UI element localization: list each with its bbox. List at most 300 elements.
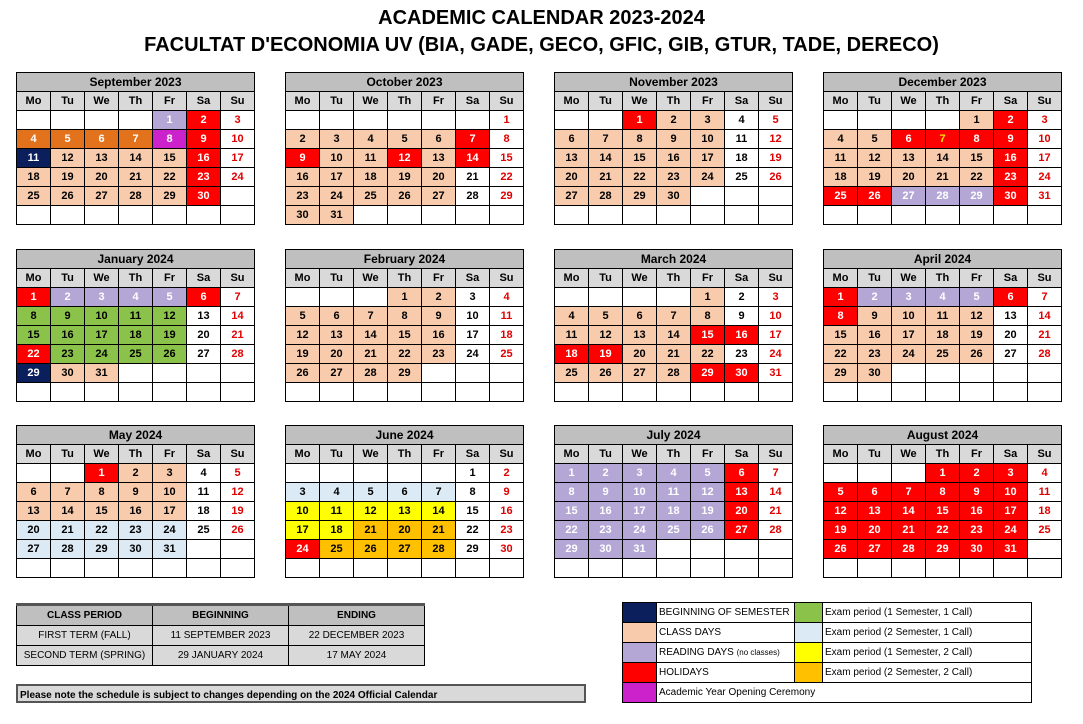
reading-days-note: (no classes): [736, 648, 780, 657]
weekday-header: We: [85, 445, 119, 464]
day-cell: 14: [422, 502, 456, 521]
day-cell: 15: [490, 149, 524, 168]
week-row: [286, 540, 524, 559]
schedule-note: Please note the schedule is subject to changes depending on the 2024 Official Calendar: [16, 684, 586, 703]
day-cell: 24: [1028, 168, 1062, 187]
week-row: [555, 206, 793, 225]
month-title: December 2023: [824, 73, 1062, 92]
day-cell: 3: [221, 111, 255, 130]
day-cell: 27: [17, 540, 51, 559]
day-cell: 25: [354, 187, 388, 206]
day-cell: [320, 288, 354, 307]
weekday-header: We: [623, 445, 657, 464]
day-cell: [824, 206, 858, 225]
legend-swatch-class-days: [623, 623, 657, 643]
weekday-header: Su: [1028, 92, 1062, 111]
week-row: [286, 130, 524, 149]
day-cell: 3: [892, 288, 926, 307]
week-row: [286, 521, 524, 540]
month-calendar: [823, 425, 1062, 578]
day-cell: 2: [994, 111, 1028, 130]
day-cell: 17: [759, 326, 793, 345]
weekday-header: We: [623, 92, 657, 111]
week-row: [286, 307, 524, 326]
day-cell: [858, 111, 892, 130]
day-cell: 1: [926, 464, 960, 483]
week-row: [824, 288, 1062, 307]
day-cell: 2: [960, 464, 994, 483]
day-cell: [354, 288, 388, 307]
legend-label-exam-1s-1c: Exam period (1 Semester, 1 Call): [823, 603, 1032, 623]
month-calendar: [554, 249, 793, 402]
day-cell: 24: [153, 521, 187, 540]
day-cell: 21: [589, 168, 623, 187]
day-cell: 15: [456, 502, 490, 521]
day-cell: 8: [85, 483, 119, 502]
day-cell: 28: [589, 187, 623, 206]
weekday-header: Th: [926, 269, 960, 288]
day-cell: 11: [824, 149, 858, 168]
weekday-header: Th: [926, 92, 960, 111]
day-cell: 21: [759, 502, 793, 521]
day-cell: 3: [994, 464, 1028, 483]
day-cell: [221, 559, 255, 578]
day-cell: [422, 111, 456, 130]
day-cell: 2: [119, 464, 153, 483]
day-cell: [691, 383, 725, 402]
day-cell: 16: [725, 326, 759, 345]
day-cell: 21: [354, 521, 388, 540]
day-cell: 27: [555, 187, 589, 206]
day-cell: [119, 364, 153, 383]
day-cell: [691, 187, 725, 206]
legend-label-beginning: BEGINNING OF SEMESTER: [657, 603, 795, 623]
week-row: [555, 483, 793, 502]
weekday-header: Tu: [320, 445, 354, 464]
week-row: [17, 464, 255, 483]
day-cell: 31: [85, 364, 119, 383]
day-cell: 4: [725, 111, 759, 130]
month-calendar: [16, 425, 255, 578]
week-row: [17, 502, 255, 521]
day-cell: 30: [286, 206, 320, 225]
day-cell: 23: [286, 187, 320, 206]
weekday-header: Th: [657, 269, 691, 288]
day-cell: 29: [456, 540, 490, 559]
day-cell: 11: [490, 307, 524, 326]
week-row: [555, 149, 793, 168]
day-cell: 7: [119, 130, 153, 149]
week-row: [286, 464, 524, 483]
day-cell: 25: [555, 364, 589, 383]
day-cell: 15: [85, 502, 119, 521]
day-cell: 9: [960, 483, 994, 502]
week-row: [824, 187, 1062, 206]
day-cell: 13: [320, 326, 354, 345]
day-cell: 5: [51, 130, 85, 149]
day-cell: 11: [555, 326, 589, 345]
day-cell: 19: [388, 168, 422, 187]
day-cell: [1028, 383, 1062, 402]
month-title: September 2023: [17, 73, 255, 92]
day-cell: 7: [657, 307, 691, 326]
day-cell: [286, 559, 320, 578]
legend-swatch-ceremony: [623, 683, 657, 703]
day-cell: 24: [320, 187, 354, 206]
day-cell: 20: [892, 168, 926, 187]
day-cell: 1: [824, 288, 858, 307]
day-cell: [354, 464, 388, 483]
day-cell: [286, 383, 320, 402]
day-cell: 8: [623, 130, 657, 149]
day-cell: 22: [555, 521, 589, 540]
day-cell: 11: [354, 149, 388, 168]
day-cell: 9: [589, 483, 623, 502]
class-period-table: [16, 603, 425, 666]
day-cell: 14: [119, 149, 153, 168]
weekday-header: Sa: [725, 445, 759, 464]
week-row: [555, 364, 793, 383]
day-cell: [759, 206, 793, 225]
day-cell: 22: [926, 521, 960, 540]
weekday-header: Fr: [422, 269, 456, 288]
weekday-header: Su: [1028, 445, 1062, 464]
day-cell: 22: [824, 345, 858, 364]
day-cell: 1: [456, 464, 490, 483]
weekday-header: Th: [388, 445, 422, 464]
week-row: [555, 307, 793, 326]
day-cell: 4: [555, 307, 589, 326]
day-cell: 27: [85, 187, 119, 206]
day-cell: [17, 383, 51, 402]
day-cell: 9: [858, 307, 892, 326]
weekday-header: Mo: [555, 92, 589, 111]
weekday-header: Sa: [456, 92, 490, 111]
day-cell: 19: [960, 326, 994, 345]
day-cell: 12: [354, 502, 388, 521]
day-cell: 16: [286, 168, 320, 187]
day-cell: 19: [51, 168, 85, 187]
day-cell: 12: [221, 483, 255, 502]
month-calendar: [554, 72, 793, 225]
day-cell: 11: [1028, 483, 1062, 502]
legend-label-class-days: CLASS DAYS: [657, 623, 795, 643]
day-cell: 10: [85, 307, 119, 326]
faculty-subtitle: FACULTAT D'ECONOMIA UV (BIA, GADE, GECO, GFIC, GIB, GTUR, TADE, DERECO): [144, 34, 939, 56]
day-cell: 9: [286, 149, 320, 168]
weekday-header: Mo: [824, 92, 858, 111]
day-cell: 6: [187, 288, 221, 307]
weekday-header: Su: [221, 269, 255, 288]
day-cell: [320, 383, 354, 402]
day-cell: [388, 559, 422, 578]
day-cell: 29: [926, 540, 960, 559]
weekday-header: Fr: [422, 445, 456, 464]
day-cell: 14: [759, 483, 793, 502]
day-cell: [422, 206, 456, 225]
day-cell: 13: [555, 149, 589, 168]
day-cell: 10: [153, 483, 187, 502]
day-cell: 15: [153, 149, 187, 168]
day-cell: 3: [286, 483, 320, 502]
day-cell: [892, 464, 926, 483]
day-cell: 26: [589, 364, 623, 383]
day-cell: 3: [85, 288, 119, 307]
day-cell: 18: [657, 502, 691, 521]
day-cell: [725, 540, 759, 559]
day-cell: [490, 559, 524, 578]
day-cell: 22: [691, 345, 725, 364]
weekday-header: Fr: [691, 269, 725, 288]
day-cell: 16: [994, 149, 1028, 168]
month-calendar: [285, 249, 524, 402]
weekday-header: Tu: [51, 92, 85, 111]
day-cell: 30: [187, 187, 221, 206]
week-row: [286, 345, 524, 364]
weekday-header: Su: [490, 445, 524, 464]
day-cell: 3: [153, 464, 187, 483]
weekday-header: We: [85, 92, 119, 111]
week-row: [17, 364, 255, 383]
first-term-ending: 22 DECEMBER 2023: [289, 626, 425, 646]
day-cell: 27: [858, 540, 892, 559]
day-cell: 14: [892, 502, 926, 521]
week-row: [824, 206, 1062, 225]
day-cell: [51, 464, 85, 483]
day-cell: [858, 559, 892, 578]
day-cell: 24: [994, 521, 1028, 540]
day-cell: 6: [320, 307, 354, 326]
day-cell: 29: [17, 364, 51, 383]
day-cell: 12: [388, 149, 422, 168]
day-cell: [926, 206, 960, 225]
day-cell: 21: [354, 345, 388, 364]
table-row: [17, 626, 425, 646]
day-cell: 23: [858, 345, 892, 364]
day-cell: [623, 383, 657, 402]
second-term-label: SECOND TERM (SPRING): [17, 646, 153, 666]
week-row: [286, 187, 524, 206]
day-cell: [85, 206, 119, 225]
day-cell: 19: [221, 502, 255, 521]
day-cell: 6: [17, 483, 51, 502]
week-row: [286, 206, 524, 225]
weekday-header: Tu: [51, 269, 85, 288]
month-calendar: [285, 72, 524, 225]
day-cell: [388, 111, 422, 130]
day-cell: 30: [490, 540, 524, 559]
day-cell: 11: [119, 307, 153, 326]
day-cell: 25: [657, 521, 691, 540]
day-cell: [119, 206, 153, 225]
day-cell: 22: [17, 345, 51, 364]
day-cell: 5: [221, 464, 255, 483]
day-cell: 26: [354, 540, 388, 559]
day-cell: 18: [926, 326, 960, 345]
day-cell: 15: [388, 326, 422, 345]
day-cell: [858, 206, 892, 225]
week-row: [17, 521, 255, 540]
day-cell: 31: [994, 540, 1028, 559]
day-cell: 17: [994, 502, 1028, 521]
day-cell: 28: [422, 540, 456, 559]
day-cell: 22: [388, 345, 422, 364]
day-cell: 14: [589, 149, 623, 168]
day-cell: 1: [623, 111, 657, 130]
week-row: [286, 326, 524, 345]
day-cell: [589, 383, 623, 402]
legend-label-reading-days: [657, 643, 795, 663]
day-cell: [589, 206, 623, 225]
week-row: [555, 288, 793, 307]
weekday-header: Tu: [858, 269, 892, 288]
day-cell: 4: [119, 288, 153, 307]
day-cell: [51, 559, 85, 578]
day-cell: [892, 111, 926, 130]
week-row: [286, 383, 524, 402]
day-cell: 23: [994, 168, 1028, 187]
day-cell: [354, 383, 388, 402]
day-cell: 17: [85, 326, 119, 345]
day-cell: 29: [824, 364, 858, 383]
day-cell: 26: [221, 521, 255, 540]
day-cell: 25: [119, 345, 153, 364]
day-cell: 2: [422, 288, 456, 307]
day-cell: 28: [657, 364, 691, 383]
day-cell: 20: [388, 521, 422, 540]
weekday-header: Fr: [153, 269, 187, 288]
month-calendar: [823, 249, 1062, 402]
day-cell: 23: [422, 345, 456, 364]
weekday-header: We: [354, 92, 388, 111]
day-cell: [153, 383, 187, 402]
weekday-header: We: [354, 269, 388, 288]
day-cell: 9: [657, 130, 691, 149]
day-cell: 17: [456, 326, 490, 345]
month-title: March 2024: [555, 250, 793, 269]
day-cell: 20: [858, 521, 892, 540]
week-row: [17, 559, 255, 578]
day-cell: [354, 111, 388, 130]
week-row: [286, 559, 524, 578]
day-cell: 21: [892, 521, 926, 540]
day-cell: 25: [824, 187, 858, 206]
day-cell: [994, 364, 1028, 383]
day-cell: [422, 383, 456, 402]
day-cell: 18: [824, 168, 858, 187]
second-term-beginning: 29 JANUARY 2024: [153, 646, 289, 666]
day-cell: 10: [759, 307, 793, 326]
day-cell: [657, 559, 691, 578]
reading-days-text: READING DAYS: [659, 647, 734, 658]
day-cell: [589, 288, 623, 307]
weekday-header: Tu: [320, 269, 354, 288]
day-cell: 13: [858, 502, 892, 521]
day-cell: 24: [85, 345, 119, 364]
day-cell: 16: [858, 326, 892, 345]
day-cell: 6: [555, 130, 589, 149]
day-cell: 21: [221, 326, 255, 345]
weekday-header: Fr: [422, 92, 456, 111]
day-cell: [759, 559, 793, 578]
day-cell: 4: [320, 483, 354, 502]
day-cell: 7: [1028, 288, 1062, 307]
header-ending: ENDING: [289, 605, 425, 626]
day-cell: 1: [17, 288, 51, 307]
weekday-header: Mo: [824, 445, 858, 464]
day-cell: 23: [657, 168, 691, 187]
day-cell: [725, 187, 759, 206]
day-cell: [119, 111, 153, 130]
day-cell: 31: [153, 540, 187, 559]
day-cell: 1: [153, 111, 187, 130]
day-cell: 19: [589, 345, 623, 364]
day-cell: 26: [960, 345, 994, 364]
table-row: [17, 646, 425, 666]
day-cell: [1028, 206, 1062, 225]
day-cell: 12: [858, 149, 892, 168]
day-cell: [691, 206, 725, 225]
weekday-header: Th: [926, 445, 960, 464]
day-cell: 24: [759, 345, 793, 364]
day-cell: [759, 383, 793, 402]
week-row: [555, 187, 793, 206]
week-row: [824, 464, 1062, 483]
legend-label-exam-2s-2c: Exam period (2 Semester, 2 Call): [823, 663, 1032, 683]
month-calendar: [285, 425, 524, 578]
day-cell: [286, 288, 320, 307]
week-row: [824, 149, 1062, 168]
day-cell: 4: [824, 130, 858, 149]
weekday-header: Sa: [994, 269, 1028, 288]
day-cell: [456, 111, 490, 130]
day-cell: 10: [691, 130, 725, 149]
day-cell: 16: [422, 326, 456, 345]
day-cell: [320, 111, 354, 130]
weekday-header: Sa: [994, 92, 1028, 111]
day-cell: 7: [892, 483, 926, 502]
day-cell: 6: [725, 464, 759, 483]
day-cell: 5: [589, 307, 623, 326]
week-row: [286, 168, 524, 187]
week-row: [17, 288, 255, 307]
day-cell: 18: [119, 326, 153, 345]
day-cell: 29: [153, 187, 187, 206]
day-cell: 25: [187, 521, 221, 540]
legend-label-exam-2s-1c: Exam period (2 Semester, 1 Call): [823, 623, 1032, 643]
day-cell: 8: [691, 307, 725, 326]
weekday-header: Fr: [691, 445, 725, 464]
day-cell: 29: [85, 540, 119, 559]
weekday-header: Sa: [725, 269, 759, 288]
day-cell: 30: [725, 364, 759, 383]
day-cell: 30: [858, 364, 892, 383]
day-cell: 2: [725, 288, 759, 307]
day-cell: 21: [926, 168, 960, 187]
day-cell: 26: [759, 168, 793, 187]
legend: [622, 602, 1032, 703]
day-cell: 4: [187, 464, 221, 483]
day-cell: 20: [623, 345, 657, 364]
weekday-header: Mo: [17, 92, 51, 111]
day-cell: 27: [187, 345, 221, 364]
day-cell: 23: [725, 345, 759, 364]
day-cell: [221, 364, 255, 383]
day-cell: 20: [17, 521, 51, 540]
month-title: May 2024: [17, 426, 255, 445]
day-cell: [657, 288, 691, 307]
day-cell: [960, 559, 994, 578]
